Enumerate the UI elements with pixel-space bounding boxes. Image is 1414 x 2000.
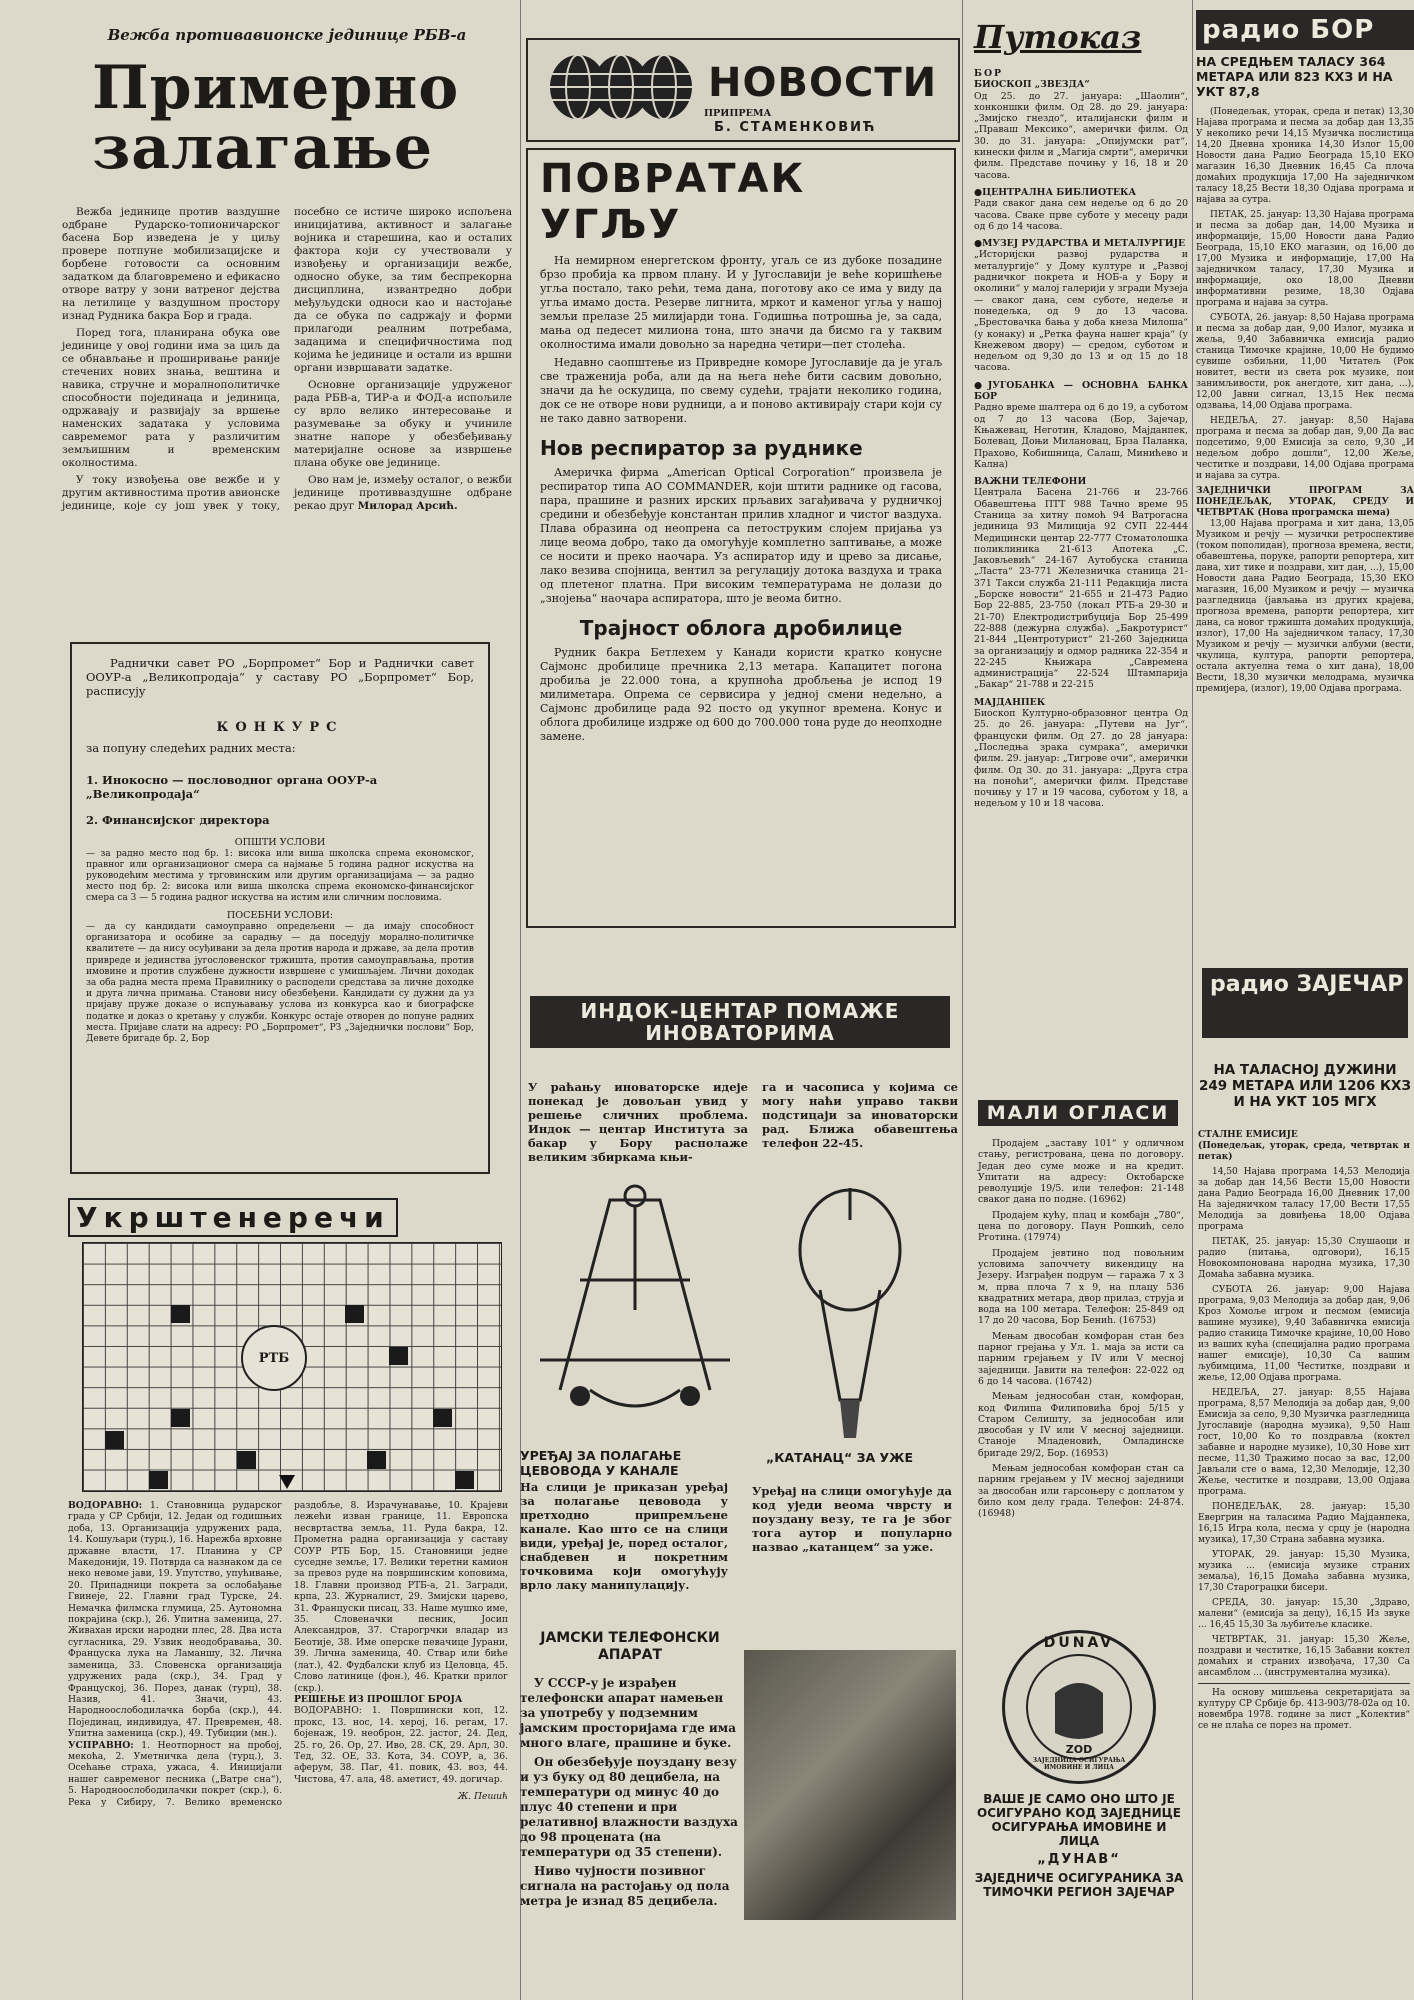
crossword-title: Укрштенеречи — [68, 1198, 398, 1237]
radio-permanent — [1198, 1130, 1410, 1736]
pipe-body: На слици је приказан уређај за полагање цевовода у претходно припремљене канале. Као што се на слици види, уређај је, поред осталог, снабдевен и покретним точковима који омогућују врло лаку манипулацију. — [520, 1480, 728, 1592]
putokaz-section — [974, 0, 1188, 1990]
main-paragraph: Недавно саопштење из Привредне коморе Југославије да је угаљ све траженија роба, али да на њега неће бити сасвим довољно, значи да ће оскудица, по свему судећи, трајати неколико година, док се не отворе нови рудници, а и поново активирају стари који су не тако давно затворени. — [540, 356, 942, 425]
down-title: УСПРАВНО: — [68, 1739, 134, 1751]
article-paragraph — [294, 474, 512, 513]
radio-day: ПОНЕДЕЉАК, 28. јануар: 15,30 Евергрин на таласима Радио Мајданпека, 16,15 Игра кола, песма у срцу је (народна музика), 17,30 Страна забавна музика. — [1198, 1502, 1410, 1545]
arrow-icon — [279, 1475, 295, 1489]
putokaz-heading: БОР — [974, 68, 1004, 79]
contest-box — [70, 642, 490, 1174]
lock-body: Уређај на слици омогућује да код уједи веома чврсту и поуздану везу, те га је због тога аутор и популарно назвао „катанцем“ за уже. — [752, 1484, 952, 1554]
radio-day: УТОРАК, 29. јануар: 15,30 Музика, музика ... (емисија музике страних земаља), 16,15 Домаћа забавна музика, 17,30 Старограцки бисери. — [1198, 1550, 1410, 1593]
classified-ad: Мењам једнособан стан, комфоран, код Филипа Филиповића број 5/15 у Старом Селишту, за једнособан или двособан у IV или V месној заједници. Станоје Младеновић, Омладинске бригаде 29/2, Бор. (16953) — [978, 1391, 1184, 1459]
pipe-caption: УРЕЂАЈ ЗА ПОЛАГАЊЕ ЦЕВОВОДА У КАНАЛЕ — [520, 1448, 682, 1478]
phone-paragraph: У СССР-у је израђен телефонски апарат намењен за употребу у подземним јамским просторијама где има много влаге, прашине и буке. — [520, 1676, 736, 1750]
radio-footer: На основу мишљења секретаријата за културу СР Србије бр. 413-903/78-02а од 10. новембра 1978. године за лист „Колектив“ се не плаћа се порез на промет. — [1198, 1688, 1410, 1731]
contest-position: 1. Инокосно — пословодног органа ООУР-а „Великопродаја“ — [86, 773, 378, 801]
respirator-story: Америчка фирма „American Optical Corporation“ произвела је респиратор типа АО COMMANDER, који штити раднике од гасова, пара, прашине и разних ирских прљавих загађивача у рудничкој средини и обезбеђује константан прилив хладног и чистог ваздуха. Плава образина од неопрена са петоструким слојем пријања уз лице веома добро, тако да омогућује комплетно заптивање, а може се носити и преко наочара. Уз аспиратор иду и црево за дисање, лако везива спојница, вентил за регулацију дотока ваздуха и трака од плетеног платна. При високим температурама не долази до „знојења“ наочара аспиратора, што је веома битно. — [540, 466, 942, 605]
putokaz-text: Радно време шалтера од 6 до 19, а суботом од 7 до 13 часова (Бор, Зајечар, Књажевац, Неготин, Кладово, Мајданпек, Болевац, Доњи Милановац, Брза Паланка, Прахово, Кобишница, Салаш, Минићево и Кална) — [974, 402, 1188, 470]
down-clues: 1. Неотпорност на пробој, мекоћа, 2. Уметничка дела (турц.), 3. Осећање страха, ужаса, 4. Иницијали нашег савременог песника („Ватре сна“), 5. Народноослободилачки покрет (скр.), 6. Река у Сибиру, 7. Велико временско раздобље, 8. Израчунавање, 10. Крајеви лежећи изван границе, 11. Европска несвртаства земља, 11. Руда бакра, 12. Прометна радна организација у саставу СОУР РТБ Бор, 15. Становници једне суседне земље, 17. Велики теретни камион за превоз руде на површинским коповима, 18. Главни производ РТБ-а, 21. Загради, крпа, 23. Журналист, 29. Змијски царево, 31. Француски писац, 33. Наше мушко име, 35. Словеначки песник, Јосип Александров, 37. Старогрчки владар из Беотије, 38. Име оперске певачице Јурани, 39. Лична заменица, 40. Ствар или биће (лат.), 42. Фудбалски клуб из Целовца, 45. Слово латинице (фон.), 46. Кратки прилог (скр.). — [68, 1500, 508, 1808]
rope-lock-drawing — [780, 1180, 930, 1440]
radio-day: ЧЕТВРТАК, 31. јануар: 15,30 Жеље, поздрави и честитке, 16,15 Забавни коктел домаћих и страних извођача, 17,30 Са ансамблом ... (инструментална музика). — [1198, 1635, 1410, 1678]
radio-permanent-note: (Понедељак, уторак, среда, четвртак и петак) — [1198, 1141, 1410, 1162]
contest-special-title: ПОСЕБНИ УСЛОВИ: — [226, 910, 334, 921]
putokaz-heading: ВАЖНИ ТЕЛЕФОНИ — [974, 476, 1087, 488]
crossword-grid[interactable] — [82, 1242, 502, 1492]
putokaz-text: Од 25. до 27. јануара: „Шаолин“, хонконшки филм. Од 28. до 29. јануара: „Змијско гнездо“, италијански филм и „Праваш Мексико“, амерички филм. Од 30. до 31. јануара: „Опијумски рат“, кинески филм и „Магија смрти“, амерички филм. Представе почињу у 16, 18 и 20 часова. — [974, 90, 1188, 181]
article-headline: Примерно залагање — [92, 53, 460, 183]
classified-ad: Мењам двособан комфоран стан без парног грејања у Ул. 1. маја за исти са парним грејањем у IV или V месној заједници. Јавити на телефон: 22-022 од 6 до 14 часова. (16742) — [978, 1330, 1184, 1387]
radio-permanent-title: СТАЛНЕ ЕМИСИЈЕ — [1198, 1130, 1298, 1140]
masthead-editor: Б. СТАМЕНКОВИЋ — [714, 120, 877, 135]
phone-photo — [744, 1650, 956, 1920]
radio-day: СУБОТА 26. јануар: 9,00 Најава програма, 9,03 Мелодија за добар дан, 9,06 Кроз Хомоље игром и песмом (емисија вашине музике), 9,40 Забавничка емисија радио станица Тимочке крајине, 10,00 Ново из ваших кућа (специјална радио програма нашег емисије), 10,30 Са вашим љубимцима, 11,00 Честитке, поздрави и жеље, 12,00 Одјава програма. — [1198, 1285, 1410, 1383]
novosti-section — [522, 0, 960, 1164]
solution-text: ВОДОРАВНО: 1. Површински коп, 12. прокс, 13. нос, 14. херој, 16. регам, 17. бојенаж, 19. необрон, 22. јастог, 24. Дед, 25. го, 26. Ор, 27. Иво, 28. СК, 29. Арл, 30. Тед, 32. ОЕ, 33. Кота, 34. СОУР, а, 36. аферум, 38. Паг, 41. повик, 43. воз, 44. Чистова, 47. ала, 48. аметист, 49. догичар. — [294, 1705, 508, 1785]
indok-text-left: У раћању иноваторске идеје понекад је довољан увид у решење сличних проблема. Индок — центар Института за бакар у Бору располаже великим збиркама књи- — [528, 1080, 748, 1164]
radio-uhf: НА ТАЛАСНОЈ ДУЖИНИ 249 МЕТАРА ИЛИ 1206 КХЗ И НА УКТ 105 МГХ — [1198, 1062, 1412, 1110]
radio-permanent-list: 14,50 Најава програма 14,53 Мелодија за добар дан 14,56 Вести 15,00 Новости дана Радио Београда 16,00 Дневник 17,00 На заједничком таласу 17,00 Вести 17,55 Мелодија за довиђења 18,00 Одјава програма — [1198, 1167, 1410, 1232]
radio-hits-title: ЗАЈЕДНИЧКИ ПРОГРАМ ЗА ПОНЕДЕЉАК, УТОРАК, СРЕДУ И ЧЕТВРТАК (Нова програмска шема) — [1196, 486, 1414, 518]
indok-banner: ИНДОК-ЦЕНТАР ПОМАЖЕ ИНОВАТОРИМА — [530, 996, 950, 1048]
radio-schedule-block: ПЕТАК, 25. јануар: 13,30 Најава програма и песма за добар дан, 14,00 Музика и информације, 15,00 Новости дана Радио Београда, 15,10 ЕКО магазин, од 16,00 до 17,00 Музика и информације, 17,00 На заједничком таласу, 17,30 Музика и информације, око 18,00 Дневни информативни резиме, 18,30 Одјава програма и најава за сутра. — [1196, 210, 1414, 308]
lock-caption: „КАТАНАЦ“ ЗА УЖЕ — [766, 1450, 913, 1465]
masthead-title: НОВОСТИ — [708, 60, 938, 106]
dunav-ring-text: ЗАЈЕДНИЦА ОСИГУРАЊА ИМОВИНЕ И ЛИЦА — [1032, 1757, 1126, 1771]
phone-paragraph: Он обезбеђује поуздану везу и уз буку од 80 децибела, на температури од минус 40 до плус 40 степени и при релативној влажности ваздуха до 98 процената (на температури од 35 степени). — [520, 1755, 738, 1859]
putokaz-heading: ● МУЗЕЈ РУДАРСТВА И МЕТАЛУРГИЈЕ — [974, 238, 1188, 249]
globe-icon — [548, 52, 694, 122]
putokaz-heading: МАЈДАНПЕК — [974, 696, 1046, 708]
putokaz-text: Централа Басена 21-766 и 23-766 Обавештења ПТТ 988 Тачно време 95 Станица за хитну помоћ 94 Ватрогасна јединица 93 Милиција 92 СУП 22-444 Медицински центар 22-777 Стоматолошка поликлиника 21-613 Апотека „С. Јаковљевић“ 24-167 Аутобуска станица „Ласта“ 23-771 Железничка станица 21-371 Такси служба 21-111 Редакција листа „Борске новости“ 21-655 и 21-473 Радио Бор 22-885, 23-750 (локал РТБ-а 29-30 и 21-70) Електродистрибуција Бор 25-499 22-888 (дежурна служба). „Бакротурист“ 21-844 „Центротурист“ 21-260 Заједница за организацију и одмор радника 22-354 и 22-245 Књижара „Савремена администрација“ 22-524 Штампарија „Бакар“ 21-788 и 22-215 — [974, 487, 1188, 691]
respirator-headline: Нов респиратор за руднике — [540, 436, 863, 460]
dunav-logo-text: DUNAV — [1043, 1635, 1115, 1651]
dunav-logo — [1002, 1630, 1156, 1784]
article-author: Милорад Арсић. — [357, 500, 458, 512]
dunav-ad — [974, 1630, 1184, 1990]
radio-bor-logo: радио БОР — [1196, 10, 1414, 50]
putokaz-heading: БИОСКОП „ЗВЕЗДА“ — [974, 79, 1090, 91]
solution-title: РЕШЕЊЕ ИЗ ПРОШЛОГ БРОЈА — [294, 1693, 463, 1705]
crossword-signature: Ж. Пешић — [457, 1791, 508, 1803]
rtb-logo-text: РТБ — [258, 1350, 290, 1366]
radio-schedule-block: НЕДЕЉА, 27. јануар: 8,50 Најава програма и песма за добар дан, 9,00 Да вас подсетимо, 9,00 Емисија за село, 9,30 „И недељом добро дошли“, 12,00 Жеље, честитке и поздрави, 14,00 Одјава програма и најава за сутра. — [1196, 416, 1414, 481]
putokaz-heading: ● ЦЕНТРАЛНА БИБЛИОТЕКА — [974, 187, 1188, 198]
putokaz-text: „Историјски развој рударства и металургије“ у Дому културе и „Развој радничког покрета и НОБ-а у Бору и околини“ у малој галерији у згради Музеја — сваког дана, сем суботе, недеље и понедељка, од 9 до 13 часова. „Брестовачка бања у доба кнеза Милоша“ (у конаку) и „Ретка фауна нашег краја“ (у Кнежевом двору) — средом, суботом и недељом од 9,30 до 13 и од 15 до 18 часова. — [974, 249, 1188, 374]
crusher-headline: Трајност облога дробилице — [579, 616, 903, 640]
crusher-story: Рудник бакра Бетлехем у Канади користи кратко конусне Сајмонс дробилице пречника 2,13 метара. Капацитет погона дробиља је 22.000 тона, а крупноћа дробљења је испод 19 милиметара. Опрема се сервисира у једној смени недељно, а Сајмонс дробилице рада 92 посто од укупног времена. Конус и облога дробилице издрже од 600 до 700.000 тона руде до неопходне замене. — [540, 646, 942, 743]
article-paragraph: Вежба јединице против ваздушне одбране Рударско-топионичарског басена Бор изведена је у циљу провере потпуне мобилизацијске и борбене готовости са основним задатком да благовремено и ефикасно отворе ватру у зони ватреног дејства на летилице у ваздушном простору изнад Рудника бакра Бор и града. — [62, 206, 280, 322]
main-headline: ПОВРАТАК УГЉУ — [540, 156, 806, 248]
classifieds-title: МАЛИ ОГЛАСИ — [978, 1100, 1178, 1126]
contest-subtitle: за попуну следећих радних места: — [86, 741, 296, 755]
dunav-slogan: ВАШЕ ЈЕ САМО ОНО ШТО ЈЕ ОСИГУРАНО КОД ЗАЈЕДНИЦЕ ОСИГУРАЊА ИМОВИНЕ И ЛИЦА — [977, 1792, 1181, 1848]
masthead-brand: ПРИПРЕМА — [704, 108, 772, 119]
left-section — [62, 0, 512, 1990]
article-paragraph-text: Ово нам је, између осталог, о вежби јединице противваздушне одбране рекао друг — [294, 474, 512, 512]
putokaz-text: Биоскоп Културно-образовног центра Од 25. до 26. јануара: „Путеви на Југ“, француски филм. Од 27. до 28 јануара: „Последња зрака сумрака“, амерички филм. 29. јануар: „Тигрове очи“, амерички филм. Од 30. до 31. јануара: „Друга стра на поноћи“, амерички филм. Представе почињу у 17 и 19 часова, суботом у 18, а недељом у 10 и 18 часова. — [974, 708, 1188, 810]
crossword-clues — [68, 1500, 508, 1930]
crossword-emblem — [241, 1325, 307, 1391]
article-body — [62, 206, 512, 626]
contest-intro: Раднички савет РО „Борпромет“ Бор и Раднички савет ООУР-а „Великопродаја“ у саставу РО „Борпромет“ Бор, расписују — [86, 656, 474, 698]
across-clues: 1. Становница рударског града у СР Србији, 12. Један од годишњих доба, 13. Организација удружених рада, 14. Кошуљари (турц.), 16. Нарежба врховне државне власти, 17. Планина у СР Македонији, 19. Потврда са назнаком да се неко невоме јави, 19. Упутство, упућивање, 20. Припадници покрета за ослобађање Гвинеје, 22. Главни град Турске, 24. Немачка филмска глумица, 25. Аутономна покрајина (скр.), 26. Упитна заменица, 27. Живахан ирски народни плес, 28. Два иста сугласника, 29. Узвик неодобравања, 30. Француска лука на Ламаншу, 32. Лична заменица, 33. Словенска организација удружених рада (скр.), 34. Град у Француској, 36. Порез, данак (турц), 38. Назив, 41. Значи, 43. Народноослободилачка борба (скр.), 44. Појединац, индивидуа, 47. Превремен, 48. Упитна заменица (скр.), 49. Тубиции (мн.). — [68, 1500, 282, 1740]
putokaz-title: Путоказ — [974, 18, 1142, 56]
contest-position: 2. Финансијског директора — [86, 813, 270, 827]
radio-day: НЕДЕЉА, 27. јануар: 8,55 Најава програма, 8,57 Мелодија за добар дан, 9,00 Емисија за село, 9,30 Музичка разгледница Југославије (народна музика), 9,50 Наш гост, 10,00 Ко то поздравља (коктел забавне и народне музике), 10,30 Нове хит песме, 11,30 Тражимо посао за вас, 12,00 Јављали сте о вама, 12,30 Мелодије, 12,30 Жеље, честитке и поздрави, 13,00 Одјава програма. — [1198, 1388, 1410, 1497]
contest-special: — да су кандидати самоуправно опредељени — да имају способност организатора и особине за сарадњу — да поседују морално-политичке квалитете — да нису осуђивани за дела против народа и државе, за дела против привреде и јединства југословенског тржишта, против самоуправљања, против имовине и против службене дужности извршене с умишљајем. Лични доходак за оба радна места према Правилнику о расподели средстава за личне доходке и друга лична примања. Станови нису обезбеђени. Кандидати су дужни да уз пријаву пруже доказе о испуњавању услова из конкурса као и биографске податке и доказ о кретању у служби. Конкурс остаје отворен до попуне радних места. Пријаве слати на адресу: РО „Борпромет“, РЗ „Заједнички послови“ Бор, Девете бригаде бр. 2, Бор — [86, 922, 474, 1045]
putokaz-text: Ради сваког дана сем недеље од 6 до 20 часова. Сваке прве суботе у месецу ради од 6 до 14 часова. — [974, 198, 1188, 232]
main-story — [540, 254, 942, 426]
phone-paragraph: Ниво чујности позивног сигнала на растојању од пола метра је изнад 85 децибела. — [520, 1864, 730, 1908]
crossword — [68, 1198, 512, 1490]
article-paragraph: У току извођења ове вежбе и у другим активностима против авионске јединице, које су још увек у току, посебно се истиче широко испољена иницијатива, активност и залагање војника и старешина, као и осталих фактора који су учествовали у извођењу и организацији вежбе, односно обуке, за тим беспрекорна дисциплина, извантредно добри међуљудски односи као и настојање да се обука по садржају и форми прилагоди реалним потребама, задацима и специфичностима под којима ће јединице и остали из вршни органи извршавати задатке. — [62, 206, 512, 512]
radio-schedule-block: СУБОТА, 26. јануар: 8,50 Најава програма и песма за добар дан, 9,00 Излог, музика и жеља, 9,40 Забавничка емисија радио станица Тимочке крајине, 10,00 Не будимо сувише озбиљни, 11,00 Читатељ (Рок новитет, вести из света рок музике, пои занимљивости, рок анегдоте, хит дана, ...), 12,00 Јавни сигнал, 13,15 Нек песма одзвања, 14,00 Одјава програма. — [1196, 313, 1414, 411]
main-paragraph: На немирном енергетском фронту, угаљ се из дубоке позадине брзо пробија ка првом плану. И у Југославији је веће коришћење угља постало, тако рећи, тема дана, поготову ако се има у виду да угља имамо доста. Резерве лигнита, мркот и каменог угља у нашој земљи прелазе 25 милијарди тона. Годишња потрошња је, за сада, мања од педесет милиона тона, што значи да бисмо га у таквим околностима имали довољно за наредна четири—пет столећа. — [540, 254, 942, 351]
article-paragraph: Основне организације удруженог рада РБВ-а, ТИР-а и ФОД-а испољиле су врло велико интересовање и разумевање за обуку и учиниле знатне напоре у обезбеђивању материјалне основе за извршење плана обуке ове јединице. — [294, 379, 512, 469]
radio-day: ПЕТАК, 25. јануар: 15,30 Слушаоци и радио (питања, одговори), 16,15 Новокомпонована народна музика, 17,30 Домаћа забавна музика. — [1198, 1237, 1410, 1280]
classifieds-list — [978, 1138, 1184, 1524]
dunav-zod-text: ZOD — [1065, 1743, 1093, 1756]
radio-section — [1196, 0, 1414, 1990]
pipe-laying-drawing — [520, 1160, 750, 1430]
classified-ad: Продајем кућу, плац и комбајн „780“, цена по договору. Паун Рошкић, село Рготина. (17974) — [978, 1209, 1184, 1244]
dunav-name: „ДУНАВ“ — [1037, 1852, 1121, 1867]
classified-ad: Продајем „заставу 101“ у одличном стању, регистрована, цена по договору. Један део суме може и на кредит. Упитати на адресу: Октобарске револуције 19/5. или телефон: 21-148 сваког дана по подне. (16962) — [978, 1138, 1184, 1206]
radio-schedule-block: (Понедељак, уторак, среда и петак) 13,30 Најава програма и песма за добар дан 13,35 У неколико речи 14,15 Музичка послистица 14,20 Дневна хроника 14,30 Излог 15,00 Новости дана Радио Београда 15,10 ЕКО магазин 16,30 Дневник 16,45 Са плоча домаћих продукција 17,00 На заједничком таласу 18,25 Вести 18,30 Одјава програма и најава за сутра. — [1196, 107, 1414, 205]
contest-title: КОНКУРС — [216, 720, 344, 735]
article-paragraph: Поред тога, планирана обука ове јединице у овој години има за циљ да се обнављање и проширивање раније стечених нових знања, вештина и навика, стручне и моралнополитичке способности појединаца и јединица, одржавају и развијају за вршење наменских задатака у условима савремемог рата у различитим земљишним и временским околностима. — [62, 327, 280, 469]
radio-schedule — [1196, 107, 1414, 695]
novosti-masthead — [526, 38, 960, 142]
phone-article — [520, 1630, 740, 1980]
dunav-region: ЗАЈЕДНИЧЕ ОСИГУРАНИКА ЗА ТИМОЧКИ РЕГИОН ЗАЈЕЧАР — [974, 1871, 1184, 1899]
classified-ad: Мењам једнособан комфоран стан са парним грејањем у IV месној заједници за двособан или гарсоњеру с доплатом у било ком делу града. Телефон: 24-874. (16948) — [978, 1463, 1184, 1520]
phone-title: ЈАМСКИ ТЕЛЕФОНСКИ АПАРАТ — [540, 1630, 720, 1663]
radio-mw: НА СРЕДЊЕМ ТАЛАСУ 364 МЕТАРА ИЛИ 823 КХЗ И НА УКТ 87,8 — [1196, 54, 1393, 99]
classified-ad: Продајем јевтино под повољним условима започчету викендицу на Језеру. Изграђен подрум — гаража 7 x 3 м, прва плоча 7 x 9, на плацу 536 квадратних метара, двор прилаз, струја и вода на 100 метара. Телефон: 25-849 од 17 до 20 часова, Бор Бениh. (16753) — [978, 1247, 1184, 1327]
indok-text-right: га и часописа у којима се могу наћи управо такви подстицаји за иноваторски рад. Ближа обавештења телефон 22-45. — [762, 1080, 958, 1150]
radio-zajecar-logo: радио ЗАЈЕЧАР — [1202, 968, 1408, 1038]
contest-general: — за радно место под бр. 1: висока или виша школска спрема економског, правног или организационог смера са најмање 5 година радног искуства на руководећим местима у трговинским или другим организацијама — за радно место под бр. 2: висока или виша школска спрема економско-финансијског смера са 3 — 5 година радног искуства на истим или сличним пословима. — [86, 849, 474, 903]
radio-day: СРЕДА, 30. јануар: 15,30 „Здраво, малени“ (емисија за децу), 16,15 Из звуке ... 16,45 15,30 За љубитеље класике. — [1198, 1598, 1410, 1630]
putokaz-body — [974, 68, 1188, 810]
novosti-body — [526, 148, 956, 928]
article-kicker: Вежба противавионске јединице РБВ-а — [107, 26, 467, 44]
across-title: ВОДОРАВНО: — [68, 1500, 143, 1511]
putokaz-heading: ● ЈУГОБАНКА — ОСНОВНА БАНКА БОР — [974, 380, 1188, 403]
radio-hits: 13,00 Најава програма и хит дана, 13,05 Музиком и речју — музички ретроспективе (током пополидан), прогноза времена, вести, обавештења, поруке, рапорти репортера, хит дана, хит тикe и поздрави, хит дан, ...), 15,00 Новости дана Радио Београда, 15,30 ЕКО магазин, 16,00 Музиком и речју — музичка разгледница (јављања из других крајева, прогноза времена, рапорти репортера, хит дана, са новог тржишта домаћих продукција, излог), 17,00 На заједничком таласу, 17,30 Музиком и речју — музички албуми (вести, чкулица, култура, рапорти репортера, остала актуелна тема о хит дана), 18,00 Вести, 18,30 музички мелодрама, музичка премијера, (излог), 19,00 Одјава програма. — [1196, 519, 1414, 694]
contest-general-title: ОПШТИ УСЛОВИ — [234, 837, 326, 848]
